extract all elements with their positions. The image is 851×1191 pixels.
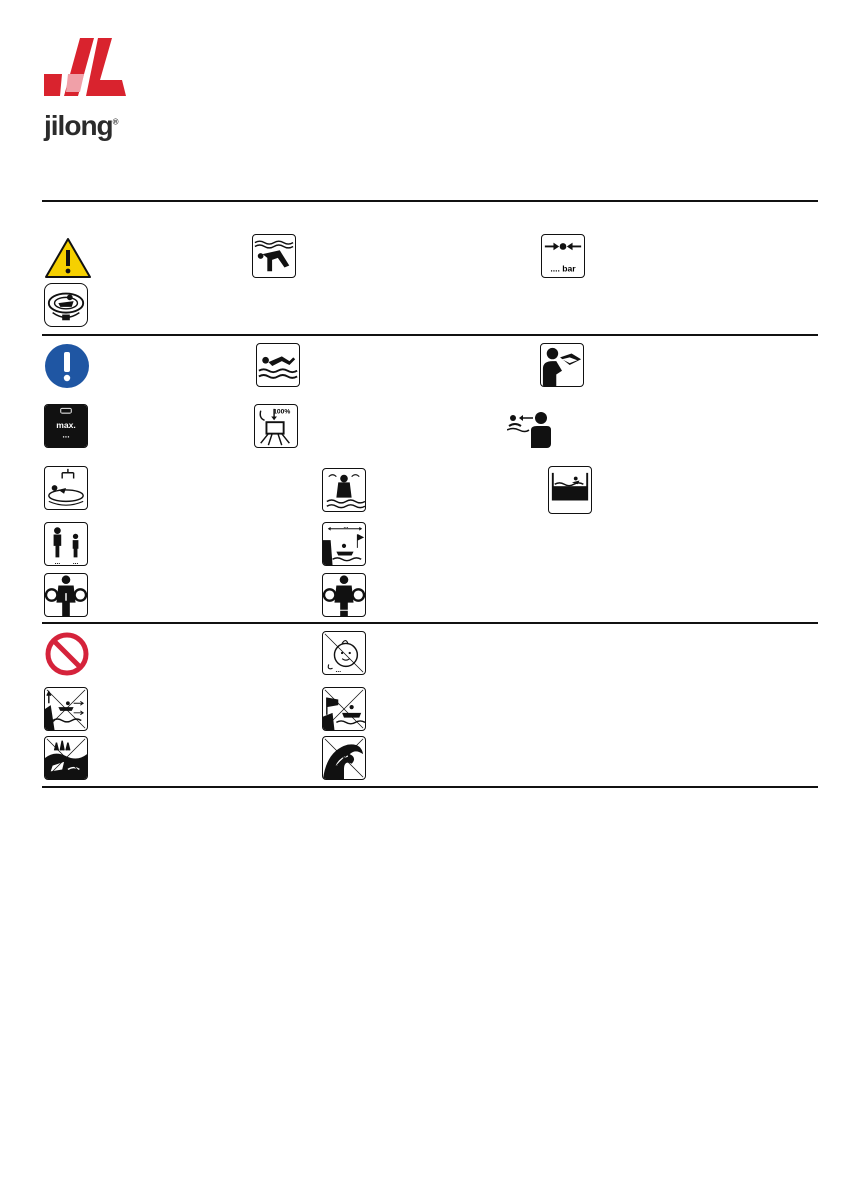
brand-name: [44, 110, 118, 142]
swimmer-icon: [256, 343, 300, 387]
divider-bottom: [42, 786, 818, 788]
persons-dots-left: ...: [54, 559, 61, 565]
warning-triangle-icon: [44, 236, 92, 280]
divider-top: [42, 200, 818, 202]
no-rocks-branches-icon: [44, 736, 88, 780]
hang-to-dry-icon: [44, 466, 88, 510]
max-weight-label: max.: [56, 419, 76, 430]
pool-icon: [548, 466, 592, 514]
pressure-bar-icon: [541, 234, 585, 278]
mandatory-exclamation-icon: [44, 343, 90, 389]
divider-mandatory: [42, 622, 818, 624]
no-offshore-wind-icon: [322, 687, 366, 731]
registered-mark: ®: [112, 117, 118, 127]
wear-life-jacket-icon: [44, 573, 88, 617]
no-diving-water-icon: [252, 234, 296, 278]
distance-from-shore-icon: [322, 522, 366, 566]
person-in-water-arrows-icon: [322, 468, 366, 512]
no-children-under-age-icon: [322, 631, 366, 675]
inflation-percent-label: 100%: [273, 408, 291, 416]
persons-dots-right: ...: [72, 559, 79, 565]
brand-name-text: jilong: [44, 110, 113, 141]
life-jacket-measure-icon: [322, 573, 366, 617]
distance-dots: ...: [343, 523, 349, 530]
no-offshore-current-icon: [44, 687, 88, 731]
age-dots: ...: [335, 667, 342, 674]
boat-top-view-icon: [44, 283, 88, 327]
pressure-label: .... bar: [550, 263, 576, 274]
max-weight-icon: [44, 404, 88, 448]
inflation-percent-icon: [254, 404, 298, 448]
divider-warning: [42, 334, 818, 336]
supervise-child-icon: [507, 404, 551, 448]
prohibition-circle-icon: [44, 631, 90, 677]
jilong-logo-mark: [40, 36, 140, 116]
no-high-waves-icon: [322, 736, 366, 780]
max-weight-dots: ...: [62, 429, 70, 440]
read-manual-icon: [540, 343, 584, 387]
persons-capacity-icon: [44, 522, 88, 566]
